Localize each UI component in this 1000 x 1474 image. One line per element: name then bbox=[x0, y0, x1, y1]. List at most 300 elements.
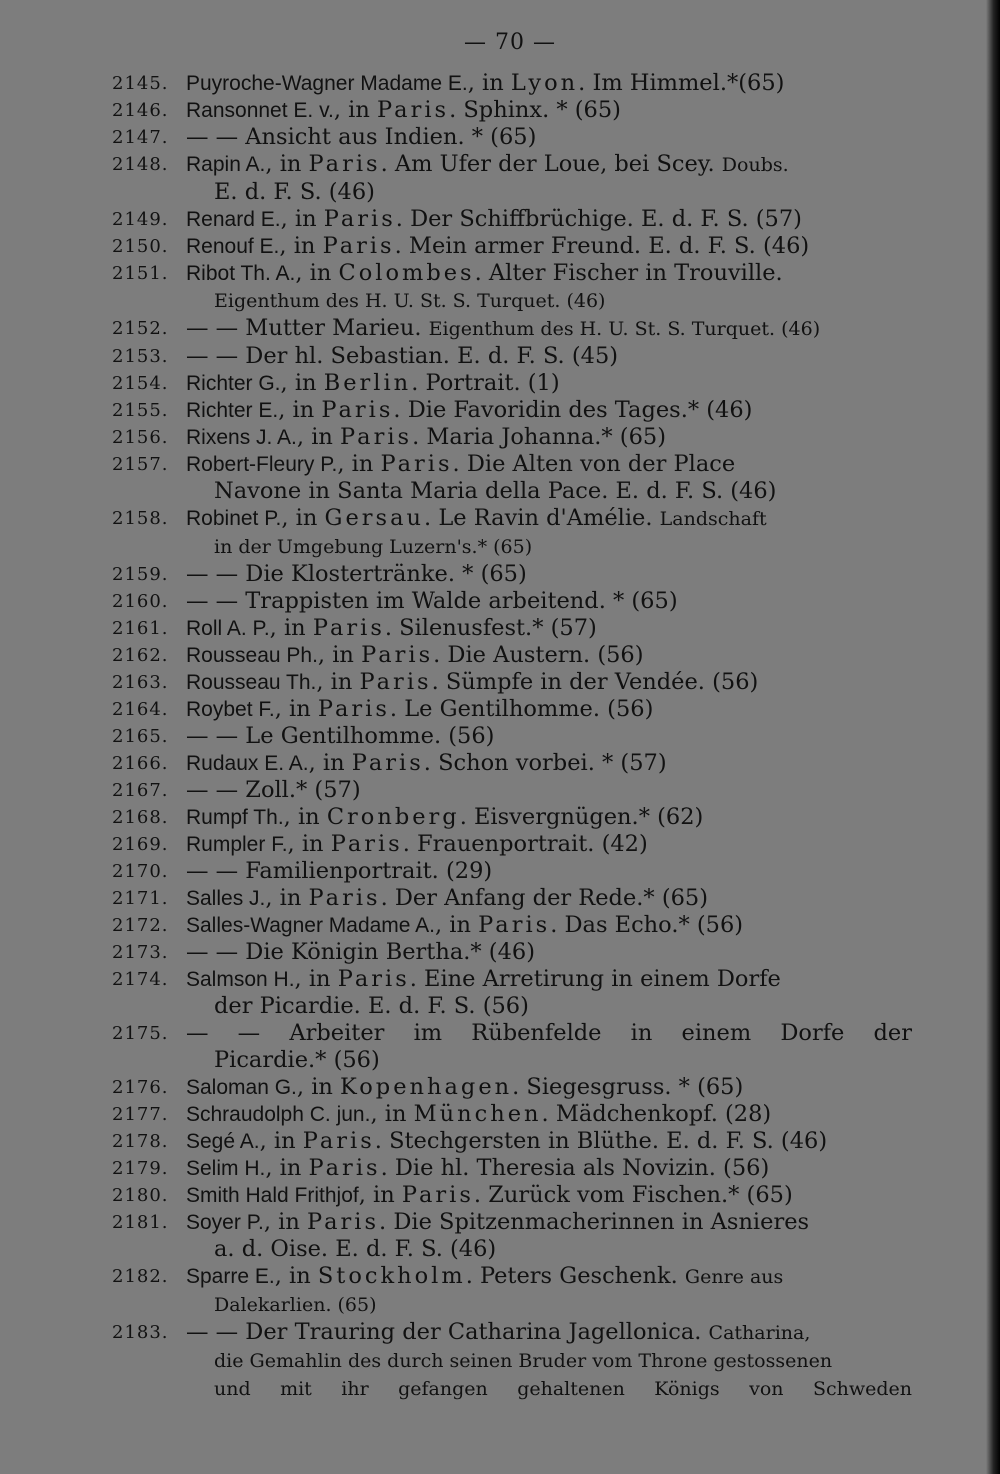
artist-name: Sparre E. bbox=[186, 1265, 275, 1288]
entry-number: 2163. bbox=[112, 672, 169, 693]
title-text: , in bbox=[274, 696, 318, 722]
entry-number: 2152. bbox=[112, 318, 169, 339]
title-text: , in bbox=[274, 1263, 318, 1289]
title-text: , in bbox=[294, 966, 338, 992]
entry-number: 2151. bbox=[112, 263, 169, 284]
entry-number: 2172. bbox=[112, 915, 169, 936]
entry-line bbox=[186, 1047, 912, 1074]
entry-line bbox=[186, 1347, 912, 1375]
catalogue-entry bbox=[112, 1263, 912, 1319]
entry-line bbox=[186, 505, 912, 533]
city-name: Paris bbox=[302, 1128, 375, 1154]
entry-text bbox=[186, 1263, 912, 1319]
artist-name: Ribot Th. A. bbox=[186, 262, 296, 285]
city-name: Paris bbox=[377, 97, 450, 123]
entry-number: 2147. bbox=[112, 127, 169, 148]
catalogue-entry bbox=[112, 70, 912, 97]
note-text: Dalekarlien. (65) bbox=[214, 1294, 377, 1316]
entry-number: 2165. bbox=[112, 726, 169, 747]
entry-number: 2156. bbox=[112, 427, 169, 448]
title-text: — — Trappisten im Walde arbeitend. * (65) bbox=[186, 588, 678, 614]
note-text: Catharina, bbox=[708, 1322, 811, 1344]
title-text: — — Die Klostertränke. * (65) bbox=[186, 561, 527, 587]
note-text: in der Umgebung Luzern's.* (65) bbox=[214, 536, 533, 558]
title-text: E. d. F. S. (46) bbox=[214, 179, 375, 205]
entry-line bbox=[186, 260, 912, 287]
entry-number: 2153. bbox=[112, 346, 169, 367]
city-name: Paris bbox=[337, 966, 410, 992]
entry-number: 2169. bbox=[112, 834, 169, 855]
entry-text bbox=[186, 124, 912, 151]
title-text: . Die hl. Theresia als Novizin. (56) bbox=[380, 1155, 770, 1181]
title-text: — — Zoll.* (57) bbox=[186, 777, 361, 803]
note-text: Doubs. bbox=[721, 154, 789, 176]
entry-line bbox=[186, 1291, 912, 1319]
entry-number: 2174. bbox=[112, 969, 169, 990]
city-name: Paris bbox=[321, 397, 394, 423]
artist-name: Richter G. bbox=[186, 372, 281, 395]
entry-text bbox=[186, 588, 912, 615]
title-text: , in bbox=[281, 505, 325, 531]
entry-number: 2168. bbox=[112, 807, 169, 828]
entry-text bbox=[186, 1209, 912, 1263]
title-text: . Die Favoridin des Tages.* (46) bbox=[393, 397, 753, 423]
entry-line bbox=[186, 397, 912, 424]
title-text: Picardie.* (56) bbox=[214, 1047, 380, 1073]
catalogue-entry bbox=[112, 588, 912, 615]
title-text: , in bbox=[370, 1101, 414, 1127]
entry-line bbox=[186, 343, 912, 370]
city-name: Lyon bbox=[510, 70, 579, 96]
catalogue-entry bbox=[112, 858, 912, 885]
entry-text bbox=[186, 151, 912, 206]
entry-text bbox=[186, 1319, 912, 1403]
entry-number: 2158. bbox=[112, 508, 169, 529]
entry-line bbox=[186, 1319, 912, 1347]
entry-text bbox=[186, 97, 912, 124]
entry-text bbox=[186, 260, 912, 315]
artist-name: Renouf E. bbox=[186, 235, 280, 258]
entry-line bbox=[186, 777, 912, 804]
title-text: . Alter Fischer in Trouville. bbox=[474, 260, 783, 286]
entry-number: 2179. bbox=[112, 1158, 169, 1179]
entry-number: 2176. bbox=[112, 1077, 169, 1098]
title-text: , in bbox=[296, 424, 341, 450]
entry-number: 2173. bbox=[112, 942, 169, 963]
catalogue-entry bbox=[112, 1155, 912, 1182]
title-text: , in bbox=[316, 669, 360, 695]
catalogue-entry bbox=[112, 397, 912, 424]
entry-text bbox=[186, 1182, 912, 1209]
entry-line bbox=[186, 151, 912, 179]
title-text: . Der Schiffbrüchige. E. d. F. S. (57) bbox=[395, 206, 802, 232]
entry-number: 2181. bbox=[112, 1212, 169, 1233]
title-text: . Zurück vom Fischen.* (65) bbox=[473, 1182, 793, 1208]
entry-text bbox=[186, 966, 912, 1020]
entry-line bbox=[186, 912, 912, 939]
title-text: . Le Gentilhomme. (56) bbox=[389, 696, 654, 722]
entry-number: 2177. bbox=[112, 1104, 169, 1125]
title-text: , in bbox=[283, 804, 327, 830]
city-name: Kopenhagen bbox=[340, 1074, 513, 1100]
entry-number: 2164. bbox=[112, 699, 169, 720]
catalogue-entry bbox=[112, 1074, 912, 1101]
artist-name: Robert-Fleury P. bbox=[186, 453, 338, 476]
title-text: , in bbox=[467, 70, 511, 96]
title-text: . Portrait. (1) bbox=[411, 370, 560, 396]
city-name: Paris bbox=[322, 233, 395, 259]
entry-line bbox=[186, 1209, 912, 1236]
entry-text bbox=[186, 615, 912, 642]
city-name: Paris bbox=[401, 1182, 474, 1208]
note-text: die Gemahlin des durch seinen Bruder vom Throne gestossenen bbox=[214, 1350, 833, 1372]
title-text: . Silenusfest.* (57) bbox=[384, 615, 597, 641]
city-name: Cronberg bbox=[326, 804, 460, 830]
entry-text bbox=[186, 831, 912, 858]
entry-line bbox=[186, 1020, 912, 1047]
city-name: Paris bbox=[308, 885, 381, 911]
entry-line bbox=[186, 642, 912, 669]
city-name: Stockholm bbox=[317, 1263, 466, 1289]
entry-number: 2146. bbox=[112, 100, 169, 121]
catalogue-entry bbox=[112, 370, 912, 397]
artist-name: Saloman G. bbox=[186, 1076, 297, 1099]
entry-number: 2161. bbox=[112, 618, 169, 639]
artist-name: Richter E. bbox=[186, 399, 279, 422]
entry-line bbox=[186, 451, 912, 478]
catalogue-entry bbox=[112, 966, 912, 1020]
page-number: — 70 — bbox=[464, 30, 556, 55]
catalogue-entry bbox=[112, 260, 912, 315]
entry-text bbox=[186, 696, 912, 723]
city-name: Paris bbox=[312, 615, 385, 641]
entry-number: 2167. bbox=[112, 780, 169, 801]
catalogue-entry bbox=[112, 750, 912, 777]
title-text: , in bbox=[269, 615, 313, 641]
entry-text bbox=[186, 505, 912, 561]
catalogue-entry bbox=[112, 804, 912, 831]
title-text: . Sümpfe in der Vendée. (56) bbox=[431, 669, 759, 695]
artist-name: Soyer P. bbox=[186, 1211, 264, 1234]
city-name: Colombes bbox=[338, 260, 475, 286]
entry-line bbox=[186, 206, 912, 233]
title-text: — — Die Königin Bertha.* (46) bbox=[186, 939, 535, 965]
catalogue-entry bbox=[112, 1128, 912, 1155]
catalogue-entry bbox=[112, 124, 912, 151]
city-name: Paris bbox=[317, 696, 390, 722]
catalogue-entry bbox=[112, 233, 912, 260]
entry-text bbox=[186, 804, 912, 831]
catalogue-entry bbox=[112, 343, 912, 370]
title-text: . Eine Arretirung in einem Dorfe bbox=[409, 966, 781, 992]
catalogue-entry bbox=[112, 1182, 912, 1209]
title-text: , in bbox=[280, 370, 324, 396]
entry-text bbox=[186, 777, 912, 804]
title-text: . Frauenportrait. (42) bbox=[402, 831, 648, 857]
artist-name: Rapin A. bbox=[186, 153, 266, 176]
entry-text bbox=[186, 1101, 912, 1128]
entry-line bbox=[186, 939, 912, 966]
entry-number: 2182. bbox=[112, 1266, 169, 1287]
catalogue-entry bbox=[112, 561, 912, 588]
title-text: . Der Anfang der Rede.* (65) bbox=[380, 885, 709, 911]
city-name: Paris bbox=[308, 1155, 381, 1181]
title-text: , in bbox=[279, 233, 323, 259]
city-name: München bbox=[413, 1101, 542, 1127]
entry-line bbox=[186, 696, 912, 723]
artist-name: Schraudolph C. jun. bbox=[186, 1103, 371, 1126]
artist-name: Rumpf Th. bbox=[186, 806, 284, 829]
note-text: und mit ihr gefangen gehaltenen Königs von Schweden bbox=[214, 1378, 912, 1400]
entry-text bbox=[186, 451, 912, 505]
artist-name: Salles-Wagner Madame A. bbox=[186, 914, 435, 937]
title-text: — — Der hl. Sebastian. E. d. F. S. (45) bbox=[186, 343, 619, 369]
artist-name: Roybet F. bbox=[186, 698, 275, 721]
entry-line bbox=[186, 1182, 912, 1209]
entry-text bbox=[186, 939, 912, 966]
entry-line bbox=[186, 1155, 912, 1182]
page-edge-shadow bbox=[986, 0, 1000, 1474]
entry-line bbox=[186, 1375, 912, 1403]
title-text: , in bbox=[435, 912, 479, 938]
entry-number: 2170. bbox=[112, 861, 169, 882]
artist-name: Segé A. bbox=[186, 1130, 260, 1153]
title-text: . Eisvergnügen.* (62) bbox=[459, 804, 704, 830]
title-text: . Peters Geschenk. bbox=[465, 1263, 685, 1289]
entry-text bbox=[186, 723, 912, 750]
entry-text bbox=[186, 885, 912, 912]
title-text: , in bbox=[296, 1074, 341, 1100]
title-text: — — Ansicht aus Indien. * (65) bbox=[186, 124, 537, 150]
catalogue-entry bbox=[112, 505, 912, 561]
city-name: Paris bbox=[306, 1209, 380, 1235]
catalogue-entry bbox=[112, 615, 912, 642]
entry-number: 2178. bbox=[112, 1131, 169, 1152]
catalogue-entry bbox=[112, 642, 912, 669]
entry-number: 2160. bbox=[112, 591, 169, 612]
entry-line bbox=[186, 966, 912, 993]
entry-text bbox=[186, 1020, 912, 1074]
artist-name: Rousseau Th. bbox=[186, 671, 317, 694]
city-name: Paris bbox=[351, 750, 424, 776]
title-text: . Im Himmel.*(65) bbox=[578, 70, 785, 96]
artist-name: Puyroche-Wagner Madame E. bbox=[186, 72, 468, 95]
entry-text bbox=[186, 1155, 912, 1182]
note-text: Eigenthum des H. U. St. S. Turquet. (46) bbox=[214, 290, 606, 312]
entry-text bbox=[186, 642, 912, 669]
artist-name: Salmson H. bbox=[186, 968, 295, 991]
artist-name: Rumpler F. bbox=[186, 833, 288, 856]
entry-number: 2154. bbox=[112, 373, 169, 394]
entry-line bbox=[186, 124, 912, 151]
catalogue-entry bbox=[112, 669, 912, 696]
entry-text bbox=[186, 370, 912, 397]
city-name: Paris bbox=[359, 669, 432, 695]
entry-text bbox=[186, 1074, 912, 1101]
entry-line bbox=[186, 885, 912, 912]
title-text: , in bbox=[308, 750, 352, 776]
title-text: . Die Austern. (56) bbox=[433, 642, 644, 668]
title-text: . Die Alten von der Place bbox=[452, 451, 736, 477]
city-name: Paris bbox=[380, 451, 453, 477]
title-text: — — Familienportrait. (29) bbox=[186, 858, 493, 884]
catalogue-entry bbox=[112, 315, 912, 343]
entry-line bbox=[186, 615, 912, 642]
entry-line bbox=[186, 750, 912, 777]
entry-line bbox=[186, 831, 912, 858]
note-text: Eigenthum des H. U. St. S. Turquet. (46) bbox=[428, 318, 821, 340]
entry-line bbox=[186, 588, 912, 615]
entry-line bbox=[186, 804, 912, 831]
entry-line bbox=[186, 233, 912, 260]
entry-number: 2149. bbox=[112, 209, 169, 230]
catalogue-entry bbox=[112, 696, 912, 723]
entry-line bbox=[186, 179, 912, 206]
artist-name: Robinet P. bbox=[186, 507, 282, 530]
title-text: . Schon vorbei. * (57) bbox=[423, 750, 667, 776]
catalogue-entry bbox=[112, 777, 912, 804]
artist-name: Smith Hald Frithjof bbox=[186, 1184, 359, 1207]
city-name: Paris bbox=[330, 831, 403, 857]
entry-number: 2162. bbox=[112, 645, 169, 666]
catalogue-entries bbox=[112, 70, 912, 1403]
entry-number: 2166. bbox=[112, 753, 169, 774]
entry-text bbox=[186, 750, 912, 777]
title-text: , in bbox=[259, 1128, 303, 1154]
entry-number: 2183. bbox=[112, 1322, 169, 1343]
title-text: , in bbox=[265, 885, 309, 911]
catalogue-entry bbox=[112, 97, 912, 124]
entry-line bbox=[186, 1101, 912, 1128]
title-text: , in bbox=[263, 1209, 307, 1235]
entry-text bbox=[186, 669, 912, 696]
title-text: , in bbox=[265, 1155, 309, 1181]
city-name: Paris bbox=[478, 912, 551, 938]
entry-number: 2175. bbox=[112, 1023, 169, 1044]
entry-line bbox=[186, 315, 912, 343]
title-text: , in bbox=[265, 151, 309, 177]
entry-line bbox=[186, 424, 912, 451]
entry-line bbox=[186, 1236, 912, 1263]
artist-name: Rudaux E. A. bbox=[186, 752, 309, 775]
title-text: — — Le Gentilhomme. (56) bbox=[186, 723, 495, 749]
artist-name: Salles J. bbox=[186, 887, 266, 910]
title-text: , in bbox=[333, 97, 378, 123]
entry-number: 2180. bbox=[112, 1185, 169, 1206]
entry-number: 2155. bbox=[112, 400, 169, 421]
artist-name: Rousseau Ph. bbox=[186, 644, 318, 667]
title-text: , in bbox=[337, 451, 381, 477]
title-text: der Picardie. E. d. F. S. (56) bbox=[214, 993, 529, 1019]
entry-line bbox=[186, 1074, 912, 1101]
entry-line bbox=[186, 561, 912, 588]
catalogue-entry bbox=[112, 151, 912, 206]
entry-number: 2171. bbox=[112, 888, 169, 909]
city-name: Paris bbox=[361, 642, 434, 668]
entry-line bbox=[186, 723, 912, 750]
entry-line bbox=[186, 993, 912, 1020]
entry-number: 2159. bbox=[112, 564, 169, 585]
catalogue-entry bbox=[112, 831, 912, 858]
city-name: Gersau bbox=[324, 505, 425, 531]
title-text: — — Arbeiter im Rübenfelde in einem Dorfe der bbox=[186, 1020, 912, 1046]
city-name: Paris bbox=[323, 206, 396, 232]
catalogue-entry bbox=[112, 206, 912, 233]
entry-number: 2157. bbox=[112, 454, 169, 475]
entry-text bbox=[186, 233, 912, 260]
catalogue-entry bbox=[112, 1209, 912, 1263]
catalogue-entry bbox=[112, 912, 912, 939]
title-text: . Mädchenkopf. (28) bbox=[541, 1101, 772, 1127]
entry-text bbox=[186, 858, 912, 885]
catalogue-entry bbox=[112, 885, 912, 912]
catalogue-entry bbox=[112, 1020, 912, 1074]
city-name: Berlin bbox=[323, 370, 412, 396]
entry-number: 2150. bbox=[112, 236, 169, 257]
artist-name: Ransonnet E. v. bbox=[186, 99, 334, 122]
artist-name: Roll A. P. bbox=[186, 617, 270, 640]
title-text: . Mein armer Freund. E. d. F. S. (46) bbox=[394, 233, 810, 259]
catalogue-entry bbox=[112, 424, 912, 451]
entry-text bbox=[186, 315, 912, 343]
entry-text bbox=[186, 70, 912, 97]
entry-line bbox=[186, 287, 912, 315]
entry-line bbox=[186, 533, 912, 561]
title-text: , in bbox=[295, 260, 339, 286]
title-text: a. d. Oise. E. d. F. S. (46) bbox=[214, 1236, 497, 1262]
entry-number: 2145. bbox=[112, 73, 169, 94]
entry-text bbox=[186, 343, 912, 370]
title-text: , in bbox=[280, 206, 324, 232]
catalogue-entry bbox=[112, 1101, 912, 1128]
artist-name: Renard E. bbox=[186, 208, 281, 231]
title-text: , in bbox=[317, 642, 362, 668]
entry-line bbox=[186, 1263, 912, 1291]
title-text: . Maria Johanna.* (65) bbox=[412, 424, 666, 450]
title-text: . Die Spitzenmacherinnen in Asnieres bbox=[379, 1209, 810, 1235]
note-text: Landschaft bbox=[659, 508, 767, 530]
title-text: — — Der Trauring der Catharina Jagellonica. bbox=[186, 1319, 709, 1345]
catalogue-entry bbox=[112, 939, 912, 966]
entry-text bbox=[186, 206, 912, 233]
title-text: , in bbox=[358, 1182, 402, 1208]
artist-name: Selim H. bbox=[186, 1157, 266, 1180]
catalogue-entry bbox=[112, 723, 912, 750]
title-text: . Sphinx. * (65) bbox=[449, 97, 621, 123]
entry-number: 2148. bbox=[112, 154, 169, 175]
entry-text bbox=[186, 912, 912, 939]
title-text: . Le Ravin d'Amélie. bbox=[424, 505, 660, 531]
entry-line bbox=[186, 858, 912, 885]
entry-text bbox=[186, 397, 912, 424]
entry-line bbox=[186, 669, 912, 696]
entry-line bbox=[186, 1128, 912, 1155]
title-text: . Am Ufer der Loue, bei Scey. bbox=[380, 151, 722, 177]
title-text: — — Mutter Marieu. bbox=[186, 315, 429, 341]
title-text: . Siegesgruss. * (65) bbox=[512, 1074, 744, 1100]
entry-line bbox=[186, 370, 912, 397]
city-name: Paris bbox=[340, 424, 413, 450]
entry-text bbox=[186, 1128, 912, 1155]
entry-text bbox=[186, 561, 912, 588]
title-text: Navone in Santa Maria della Pace. E. d. F. S. (46) bbox=[214, 478, 777, 504]
entry-line bbox=[186, 478, 912, 505]
note-text: Genre aus bbox=[684, 1266, 784, 1288]
title-text: , in bbox=[278, 397, 322, 423]
title-text: . Stechgersten in Blüthe. E. d. F. S. (46) bbox=[374, 1128, 828, 1154]
city-name: Paris bbox=[308, 151, 381, 177]
entry-line bbox=[186, 97, 912, 124]
